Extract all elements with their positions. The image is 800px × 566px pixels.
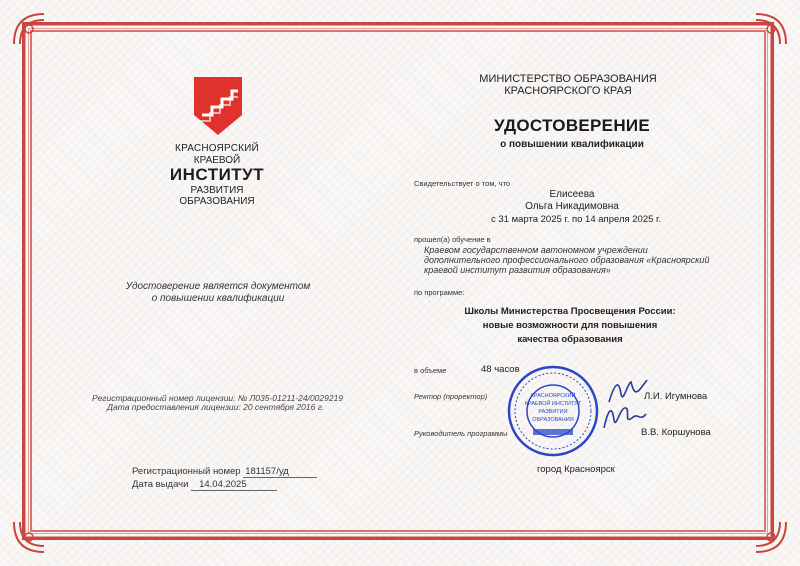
registration-number-label: Регистрационный номер: [132, 466, 241, 477]
document-subtitle: о повышении квалификации: [500, 139, 644, 150]
corner-ornament-icon: [12, 520, 46, 554]
rector-label: Ректор (проректор): [414, 392, 488, 401]
recipient-given-names: Ольга Никадимовна: [525, 201, 619, 212]
institute-name-line5: ОБРАЗОВАНИЯ: [179, 196, 255, 207]
corner-ornament-icon: [754, 12, 788, 46]
seal-text-line1: КРАСНОЯРСКИЙ: [530, 393, 576, 399]
city: город Красноярск: [537, 464, 615, 475]
issue-date-value: 14.04.2025: [191, 479, 277, 491]
organization-line2: дополнительного профессионального образования «Красноярский: [424, 255, 710, 265]
seal-text-line4: ОБРАЗОВАНИЯ: [532, 417, 574, 423]
head-signature-icon: [600, 400, 648, 432]
organization-line1: Краевом государственном автономном учреждении: [424, 245, 648, 255]
registration-number-value: 181157/уд: [243, 466, 317, 478]
recipient-surname: Елисеева: [549, 189, 595, 200]
ministry-line2: КРАСНОЯРСКОГО КРАЯ: [504, 85, 632, 97]
volume-label: в объеме: [414, 366, 447, 375]
issue-date: [132, 479, 277, 491]
seal-text-line2: КРАЕВОЙ ИНСТИТУТ: [524, 401, 582, 407]
passed-label: прошел(а) обучение в: [414, 235, 491, 244]
institute-name-line1: КРАСНОЯРСКИЙ: [175, 143, 259, 154]
license-number: Регистрационный номер лицензии: № Л035-01211-24/0029219: [92, 393, 344, 403]
program-label: по программе:: [414, 288, 465, 297]
organization-line3: краевой институт развития образования»: [424, 265, 611, 275]
program-line3: качества образования: [517, 334, 623, 345]
head-label: Руководитель программы: [414, 429, 508, 438]
institute-name-line2: КРАЕВОЙ: [193, 155, 241, 166]
certifies-label: Свидетельствует о том, что: [414, 179, 511, 188]
document-title: УДОСТОВЕРЕНИЕ: [493, 116, 651, 135]
volume-value: 48 часов: [481, 364, 520, 375]
institute-logo-icon: [192, 75, 244, 137]
registration-number: [132, 466, 317, 478]
corner-ornament-icon: [754, 520, 788, 554]
corner-ornament-icon: [12, 12, 46, 46]
program-line2: новые возможности для повышения: [482, 320, 658, 331]
document-note-line1: Удостоверение является документом: [125, 281, 311, 292]
institute-name-line3: ИНСТИТУТ: [169, 165, 265, 184]
head-name: В.В. Коршунова: [641, 427, 711, 438]
issue-date-label: Дата выдачи: [132, 479, 189, 490]
document-note-line2: о повышении квалификации: [151, 293, 285, 304]
seal-text-line3: РАЗВИТИЯ: [538, 409, 568, 415]
institute-name-line4: РАЗВИТИЯ: [190, 185, 244, 196]
license-date: Дата предоставления лицензии: 20 сентября 2016 г.: [107, 402, 325, 412]
rector-name: Л.И. Игумнова: [644, 391, 708, 402]
ministry-line1: МИНИСТЕРСТВО ОБРАЗОВАНИЯ: [479, 73, 657, 85]
training-period: с 31 марта 2025 г. по 14 апреля 2025 г.: [490, 214, 661, 225]
program-line1: Школы Министерства Просвещения России:: [464, 306, 676, 317]
